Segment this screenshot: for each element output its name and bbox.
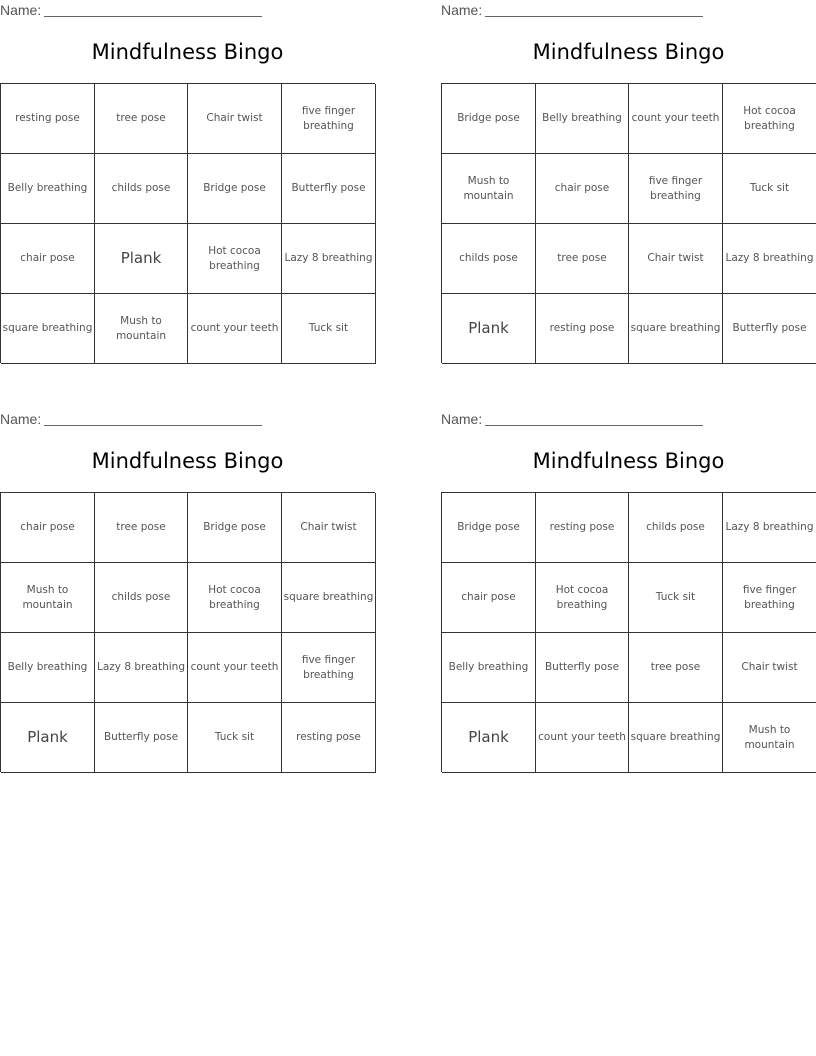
bingo-cell: count your teeth [629, 84, 723, 154]
bingo-cell: square breathing [629, 703, 723, 773]
name-line [441, 2, 703, 18]
bingo-cell: square breathing [1, 294, 95, 364]
bingo-cell: resting pose [282, 703, 376, 773]
bingo-cell: Mush to mountain [95, 294, 188, 364]
name-line [0, 411, 262, 427]
card-title: Mindfulness Bingo [532, 449, 725, 473]
bingo-cell: Lazy 8 breathing [723, 224, 816, 294]
bingo-cell: resting pose [536, 493, 629, 563]
bingo-cell: Lazy 8 breathing [95, 633, 188, 703]
bingo-cell: Tuck sit [282, 294, 376, 364]
bingo-cell: tree pose [536, 224, 629, 294]
bingo-cell: Hot cocoa breathing [188, 563, 282, 633]
bingo-cell: Butterfly pose [95, 703, 188, 773]
bingo-cell: Chair twist [188, 84, 282, 154]
bingo-cell: count your teeth [188, 294, 282, 364]
bingo-cell: Chair twist [629, 224, 723, 294]
bingo-cell: Hot cocoa breathing [188, 224, 282, 294]
bingo-cell: chair pose [442, 563, 536, 633]
bingo-cell: Plank [1, 703, 95, 773]
bingo-cell: Mush to mountain [723, 703, 816, 773]
bingo-cell: Belly breathing [536, 84, 629, 154]
bingo-grid [0, 83, 375, 363]
bingo-cell: resting pose [1, 84, 95, 154]
bingo-cell: Belly breathing [442, 633, 536, 703]
bingo-cell: chair pose [536, 154, 629, 224]
bingo-cell: childs pose [442, 224, 536, 294]
name-label: Name: [441, 2, 483, 18]
bingo-cell: Belly breathing [1, 154, 95, 224]
name-line [0, 2, 262, 18]
bingo-cell: Bridge pose [442, 84, 536, 154]
bingo-cell: Plank [95, 224, 188, 294]
name-label: Name: [0, 2, 42, 18]
bingo-cell: Tuck sit [188, 703, 282, 773]
bingo-cell: Tuck sit [723, 154, 816, 224]
bingo-cell: Chair twist [723, 633, 816, 703]
bingo-cell: five finger breathing [629, 154, 723, 224]
bingo-cell: square breathing [282, 563, 376, 633]
bingo-grid [0, 492, 375, 772]
bingo-cell: square breathing [629, 294, 723, 364]
name-label: Name: [0, 411, 42, 427]
bingo-cell: Belly breathing [1, 633, 95, 703]
bingo-grid [441, 492, 816, 772]
bingo-cell: Bridge pose [442, 493, 536, 563]
bingo-cell: Butterfly pose [282, 154, 376, 224]
bingo-cell: five finger breathing [723, 563, 816, 633]
bingo-cell: Plank [442, 703, 536, 773]
bingo-cell: count your teeth [188, 633, 282, 703]
card-title: Mindfulness Bingo [91, 449, 284, 473]
bingo-cell: five finger breathing [282, 84, 376, 154]
bingo-cell: resting pose [536, 294, 629, 364]
bingo-cell: Bridge pose [188, 154, 282, 224]
name-label: Name: [441, 411, 483, 427]
bingo-cell: count your teeth [536, 703, 629, 773]
bingo-cell: Hot cocoa breathing [536, 563, 629, 633]
bingo-cell: childs pose [95, 154, 188, 224]
bingo-cell: chair pose [1, 224, 95, 294]
bingo-grid [441, 83, 816, 363]
bingo-cell: childs pose [629, 493, 723, 563]
bingo-cell: Lazy 8 breathing [282, 224, 376, 294]
bingo-cell: five finger breathing [282, 633, 376, 703]
card-title: Mindfulness Bingo [91, 40, 284, 64]
name-blank [44, 15, 262, 17]
name-blank [44, 424, 262, 426]
bingo-cell: Plank [442, 294, 536, 364]
name-blank [485, 15, 703, 17]
bingo-cell: tree pose [629, 633, 723, 703]
bingo-cell: childs pose [95, 563, 188, 633]
bingo-cell: tree pose [95, 84, 188, 154]
bingo-cell: Butterfly pose [723, 294, 816, 364]
bingo-cell: Mush to mountain [1, 563, 95, 633]
bingo-cell: Butterfly pose [536, 633, 629, 703]
bingo-cell: Hot cocoa breathing [723, 84, 816, 154]
name-blank [485, 424, 703, 426]
name-line [441, 411, 703, 427]
bingo-cell: chair pose [1, 493, 95, 563]
bingo-cell: Tuck sit [629, 563, 723, 633]
bingo-cell: Mush to mountain [442, 154, 536, 224]
bingo-cell: Chair twist [282, 493, 376, 563]
bingo-cell: tree pose [95, 493, 188, 563]
bingo-cell: Bridge pose [188, 493, 282, 563]
card-title: Mindfulness Bingo [532, 40, 725, 64]
bingo-cell: Lazy 8 breathing [723, 493, 816, 563]
